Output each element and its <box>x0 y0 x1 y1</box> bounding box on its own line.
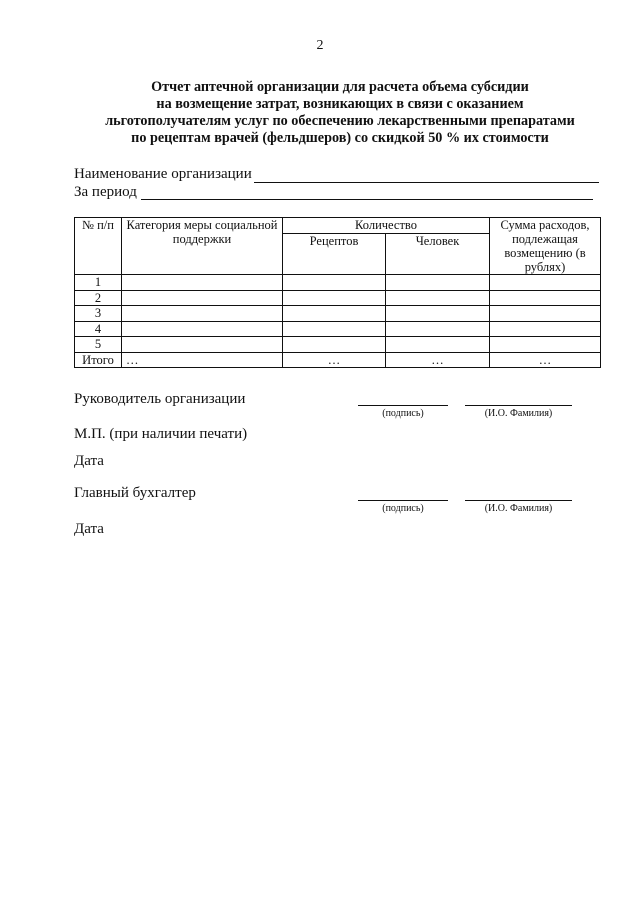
cell-recipes <box>283 337 386 353</box>
accountant-signature-caption: (подпись) <box>382 503 424 514</box>
row-number: 4 <box>75 321 122 337</box>
cell-people <box>386 290 490 306</box>
table-row <box>75 290 601 306</box>
header-quantity: Количество <box>283 218 490 234</box>
head-signature-caption: (подпись) <box>382 408 424 419</box>
cell-category <box>122 275 283 291</box>
cell-people <box>386 337 490 353</box>
chief-accountant-label: Главный бухгалтер <box>74 485 196 501</box>
header-sum: Сумма расходов, подлежащая возмещению (в рублях) <box>490 218 601 275</box>
cell-category <box>122 290 283 306</box>
row-number: 1 <box>75 275 122 291</box>
table-row <box>75 337 601 353</box>
title-line-4: по рецептам врачей (фельдшеров) со скидкой 50 % их стоимости <box>131 130 549 146</box>
head-name-caption: (И.О. Фамилия) <box>484 408 553 419</box>
page-number: 2 <box>316 38 324 53</box>
head-name-line <box>465 405 572 406</box>
total-sum: … <box>490 352 601 368</box>
header-recipes: Рецептов <box>283 234 386 275</box>
table-row <box>75 321 601 337</box>
row-number: 5 <box>75 337 122 353</box>
cell-sum <box>490 321 601 337</box>
table-row <box>75 275 601 291</box>
cell-category <box>122 306 283 322</box>
cell-recipes <box>283 275 386 291</box>
organization-line <box>254 182 599 183</box>
cell-people <box>386 275 490 291</box>
cell-recipes <box>283 321 386 337</box>
seal-label: М.П. (при наличии печати) <box>74 426 248 442</box>
report-table <box>74 217 601 368</box>
cell-sum <box>490 337 601 353</box>
period-line <box>141 199 593 200</box>
header-number: № п/п <box>75 218 122 275</box>
cell-sum <box>490 275 601 291</box>
accountant-name-line <box>465 500 572 501</box>
date-label: Дата <box>74 453 104 469</box>
header-category: Категория меры социальной поддержки <box>122 218 283 275</box>
header-people: Человек <box>386 234 490 275</box>
title-line-3: льготополучателям услуг по обеспечению лекарственными препаратами <box>105 113 575 129</box>
date-label: Дата <box>74 521 104 537</box>
table-row <box>75 306 601 322</box>
title-line-2: на возмещение затрат, возникающих в связи с оказанием <box>156 96 524 112</box>
total-people: … <box>386 352 490 368</box>
cell-sum <box>490 290 601 306</box>
head-label: Руководитель организации <box>74 391 246 407</box>
cell-recipes <box>283 306 386 322</box>
period-label: За период <box>74 184 137 200</box>
accountant-name-caption: (И.О. Фамилия) <box>484 503 553 514</box>
period-field <box>74 184 137 201</box>
cell-people <box>386 306 490 322</box>
document-title <box>60 79 620 147</box>
organization-label: Наименование организации <box>74 166 252 182</box>
cell-recipes <box>283 290 386 306</box>
head-signature-line <box>358 405 448 406</box>
total-category: … <box>122 352 283 368</box>
total-row <box>75 352 601 368</box>
row-number: 3 <box>75 306 122 322</box>
cell-category <box>122 337 283 353</box>
title-line-1: Отчет аптечной организации для расчета объема субсидии <box>151 79 529 95</box>
organization-field <box>74 166 252 183</box>
cell-people <box>386 321 490 337</box>
row-number: 2 <box>75 290 122 306</box>
cell-category <box>122 321 283 337</box>
cell-sum <box>490 306 601 322</box>
total-recipes: … <box>283 352 386 368</box>
accountant-signature-line <box>358 500 448 501</box>
total-label: Итого <box>75 352 122 368</box>
